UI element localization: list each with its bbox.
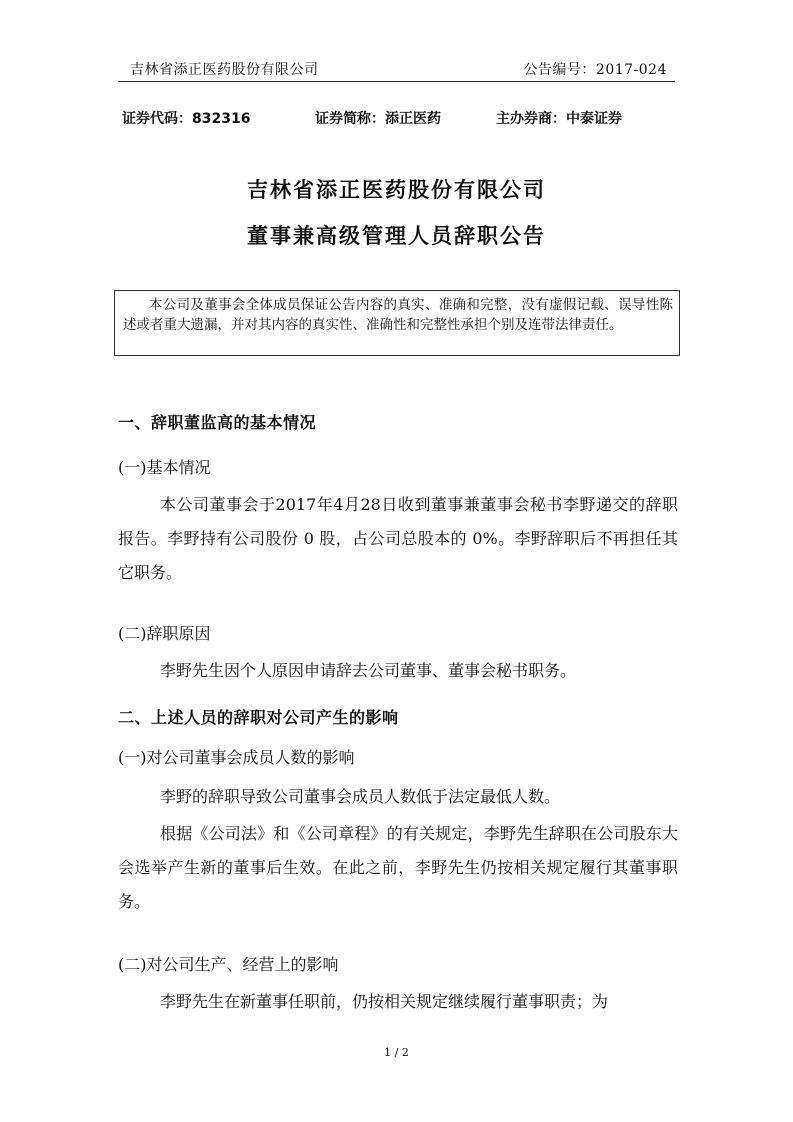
section-heading-1: 一、辞职董监高的基本情况 <box>118 413 317 432</box>
securities-abbreviation: 证券简称：添正医药 <box>315 111 441 127</box>
header-announcement-number: 公告编号：2017-024 <box>523 62 667 78</box>
securities-code: 证券代码：832316 <box>122 111 251 127</box>
paragraph-2-1-1: 李野的辞职导致公司董事会成员人数低于法定最低人数。 <box>160 787 561 806</box>
page-number: 1 / 2 <box>384 1046 409 1059</box>
paragraph-1-1-1: 本公司董事会于2017年4月28日收到董事兼董事会秘书李野递交的辞职报告。李野持有公司股份 0 股，占公司总股本的 0%。李野辞职后不再担任其它职务。 <box>118 495 678 582</box>
running-header <box>118 57 675 82</box>
paragraph-2-1-2: 根据《公司法》和《公司章程》的有关规定，李野先生辞职在公司股东大会选举产生新的董事后生效。在此之前，李野先生仍按相关规定履行其董事职务。 <box>118 824 678 911</box>
paragraph-1-2-1: 李野先生因个人原因申请辞去公司董事、董事会秘书职务。 <box>160 661 577 680</box>
subsection-heading-2-2: (二)对公司生产、经营上的影响 <box>118 955 339 974</box>
paragraph-2-2-1: 李野先生在新董事任职前，仍按相关规定继续履行董事职责；为 <box>160 992 609 1011</box>
subsection-heading-1-2: (二)辞职原因 <box>118 624 211 643</box>
subsection-heading-1-1: (一)基本情况 <box>118 458 211 477</box>
disclaimer-box: 本公司及董事会全体成员保证公告内容的真实、准确和完整，没有虚假记载、误导性陈述或者重大遗漏，并对其内容的真实性、准确性和完整性承担个别及连带法律责任。 <box>114 290 680 356</box>
document-title-line-2: 董事兼高级管理人员辞职公告 <box>247 224 546 248</box>
section-heading-2: 二、上述人员的辞职对公司产生的影响 <box>118 708 399 727</box>
document-title-line-1: 吉林省添正医药股份有限公司 <box>247 178 546 202</box>
subsection-heading-2-1: (一)对公司董事会成员人数的影响 <box>118 748 355 767</box>
sponsoring-broker: 主办券商：中泰证券 <box>496 111 622 127</box>
header-company-name: 吉林省添正医药股份有限公司 <box>130 62 319 78</box>
